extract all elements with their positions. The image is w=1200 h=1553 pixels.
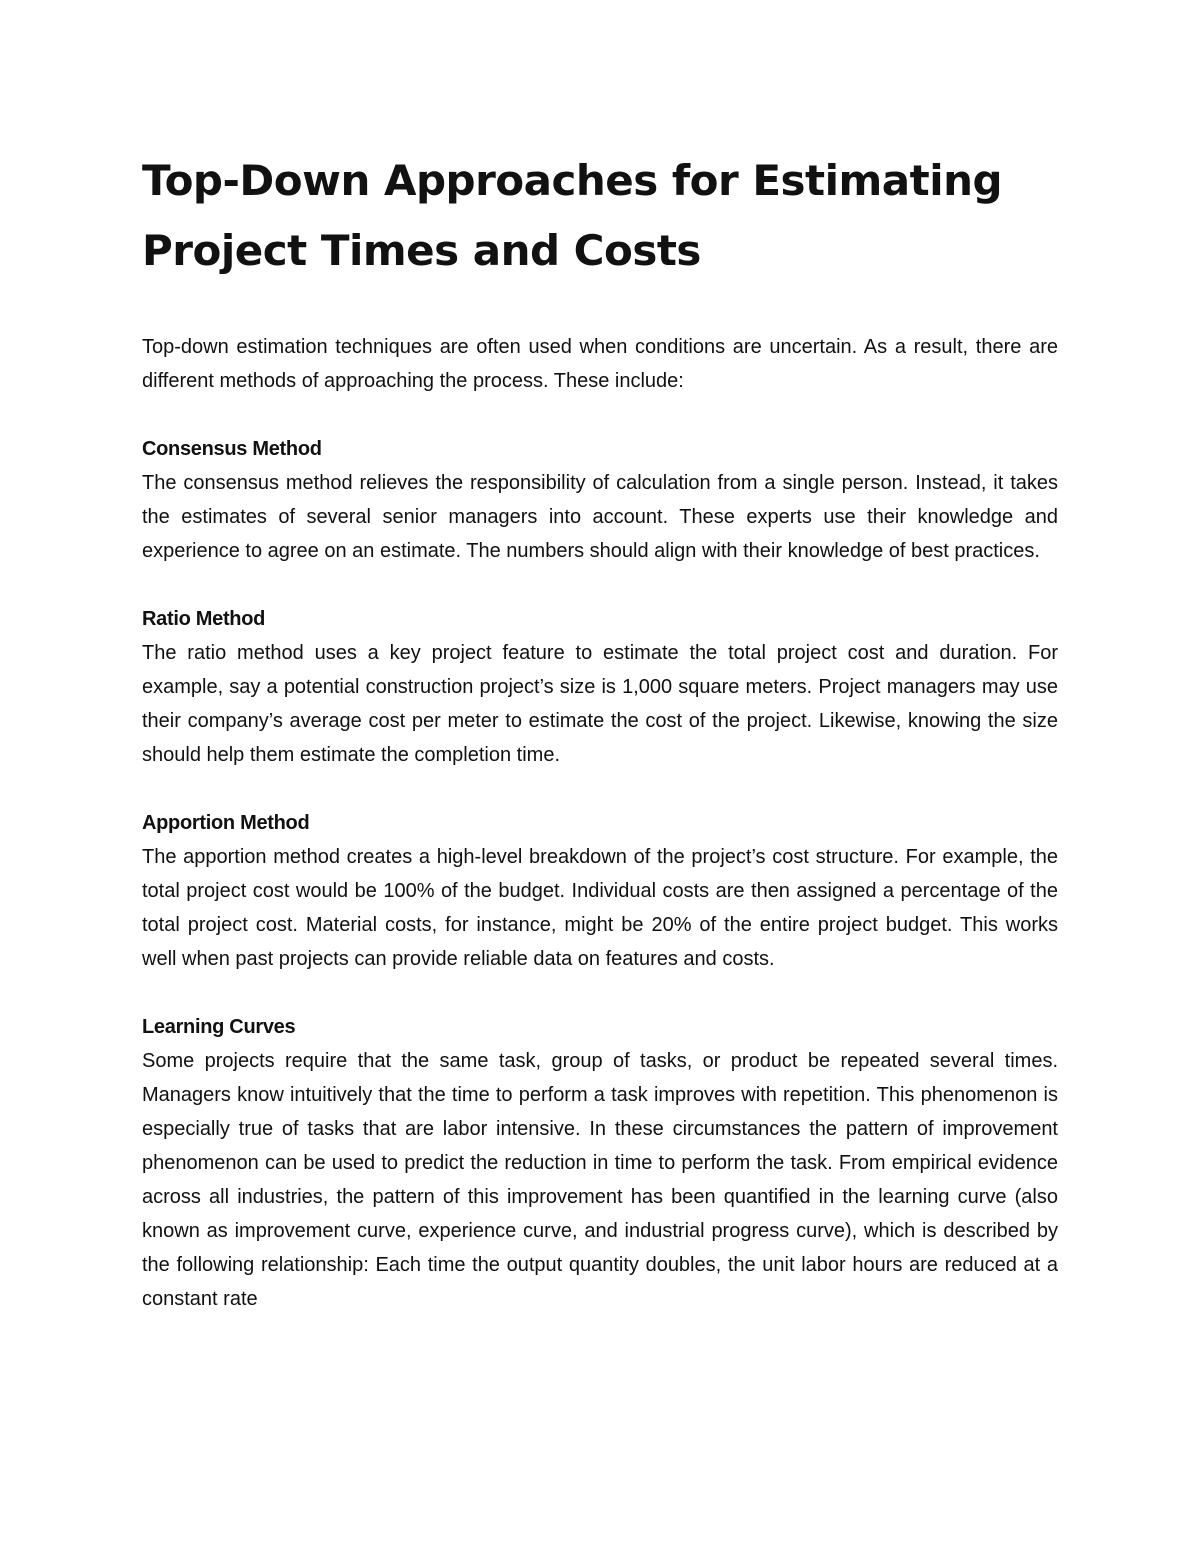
section-apportion-method [142, 806, 1058, 976]
section-body: Some projects require that the same task, group of tasks, or product be repeated several times. Managers know intuitively that the time to perform a task improves with repetition. This phenomenon is especially true of tasks that are labor intensive. In these circumstances the pattern of improvement phenomenon can be used to predict the reduction in time to perform the task. From empirical evidence across all industries, the pattern of this improvement has been quantified in the learning curve (also known as improvement curve, experience curve, and industrial progress curve), which is described by the following relationship: Each time the output quantity doubles, the unit labor hours are reduced at a constant rate [142, 1050, 1058, 1310]
section-heading: Apportion Method [142, 812, 310, 834]
section-heading: Consensus Method [142, 438, 322, 460]
section-heading: Learning Curves [142, 1016, 296, 1038]
section-body: The apportion method creates a high-level breakdown of the project’s cost structure. For example, the total project cost would be 100% of the budget. Individual costs are then assigned a percentage of the total project cost. Material costs, for instance, might be 20% of the entire project budget. This works well when past projects can provide reliable data on features and costs. [142, 846, 1058, 970]
section-body: The ratio method uses a key project feature to estimate the total project cost and duration. For example, say a potential construction project’s size is 1,000 square meters. Project managers may use their company’s average cost per meter to estimate the cost of the project. Likewise, knowing the size should help them estimate the completion time. [142, 642, 1058, 766]
section-ratio-method [142, 602, 1058, 772]
section-body: The consensus method relieves the responsibility of calculation from a single person. Instead, it takes the estimates of several senior managers into account. These experts use their knowledge and experience to agree on an estimate. The numbers should align with their knowledge of best practices. [142, 472, 1058, 562]
intro-paragraph: Top-down estimation techniques are often used when conditions are uncertain. As a result, there are different methods of approaching the process. These include: [142, 336, 1058, 392]
section-learning-curves [142, 1010, 1058, 1316]
document-page [142, 146, 1058, 1316]
section-consensus-method [142, 432, 1058, 568]
section-heading: Ratio Method [142, 608, 266, 630]
document-title: Top-Down Approaches for Estimating Project Times and Costs [142, 156, 1003, 275]
